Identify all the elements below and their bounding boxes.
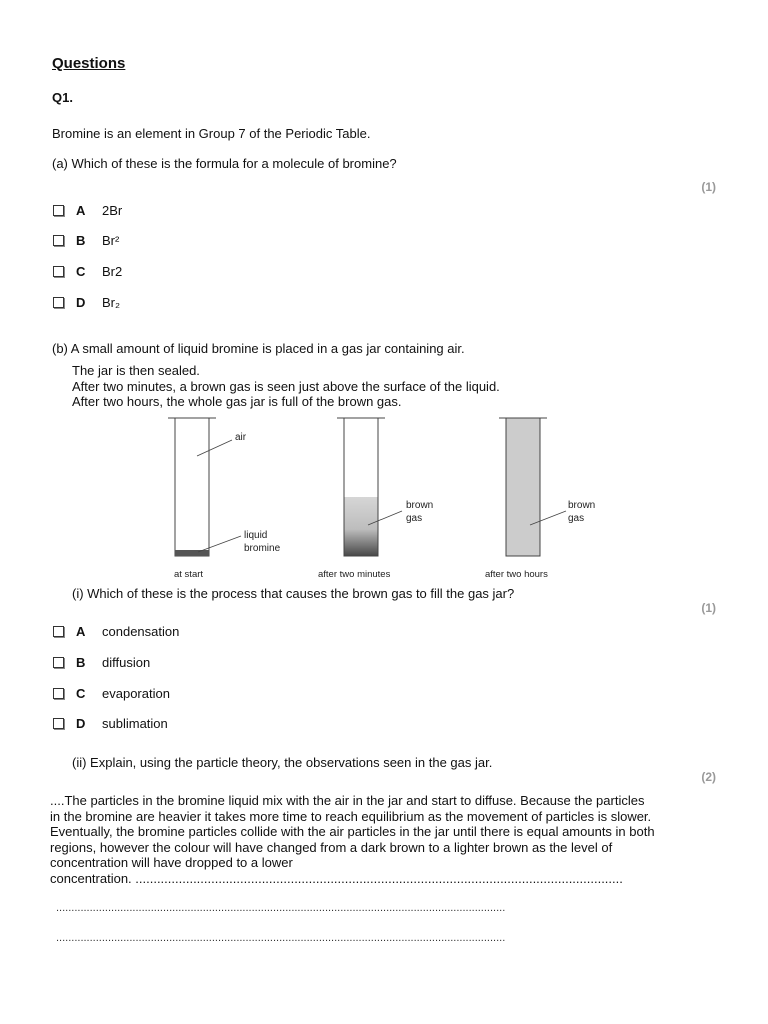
intro-text: Bromine is an element in Group 7 of the Periodic Table. — [52, 126, 371, 141]
part-a-option-c — [53, 263, 122, 279]
jar1-label-liquid: liquid — [244, 530, 268, 541]
brown-gas-full — [506, 418, 540, 556]
answer-line: Eventually, the bromine particles collide with the air particles in the jar until there is equal amounts in both — [50, 824, 655, 839]
part-i-option-a — [53, 623, 179, 639]
part-ii-prompt: (ii) Explain, using the particle theory, the observations seen in the gas jar. — [72, 755, 493, 770]
part-i-marks: (1) — [701, 601, 716, 615]
jar1-label-bromine: bromine — [244, 543, 281, 554]
option-text: Br₂ — [102, 294, 121, 310]
option-c-checkbox[interactable] — [53, 266, 64, 277]
option-text: Br² — [102, 232, 120, 248]
option-letter: C — [76, 263, 86, 279]
answer-blank-line[interactable]: ................................................................................................................................................... — [56, 932, 506, 944]
part-b-line: After two minutes, a brown gas is seen just above the surface of the liquid. — [72, 378, 500, 394]
part-i-option-d — [53, 715, 168, 731]
option-letter: B — [76, 654, 86, 670]
option-letter: A — [76, 202, 86, 218]
option-letter: B — [76, 232, 86, 248]
jar3-label-brown: brown — [568, 500, 596, 511]
option-text: Br2 — [102, 263, 123, 279]
jar-after-two-minutes — [318, 418, 433, 580]
option-a-checkbox[interactable] — [53, 626, 64, 637]
page-heading: Questions — [52, 55, 126, 72]
answer-line: in the bromine are heavier it takes more time to reach equilibrium as the movement of particles is slower. — [50, 808, 652, 824]
option-letter: C — [76, 685, 86, 701]
option-d-checkbox[interactable] — [53, 718, 64, 729]
part-a-option-b — [53, 232, 119, 248]
jar-after-two-hours — [485, 418, 595, 580]
brown-gas-partial — [345, 497, 378, 556]
answer-line: concentration. ....................................................................................................................................... — [50, 870, 623, 886]
jar1-label-air: air — [235, 432, 247, 443]
jar3-label-gas: gas — [568, 513, 585, 524]
jar-at-start — [168, 418, 281, 580]
part-b-description — [72, 363, 500, 410]
part-i-option-c — [53, 685, 170, 701]
part-b-line: After two hours, the whole gas jar is full of the brown gas. — [72, 394, 402, 409]
part-a-option-a — [53, 202, 122, 218]
option-d-checkbox[interactable] — [53, 297, 64, 308]
answer-blank-line[interactable]: ................................................................................................................................................... — [56, 902, 506, 914]
jar2-caption: after two minutes — [318, 569, 391, 580]
part-b-prompt: (b) A small amount of liquid bromine is placed in a gas jar containing air. — [52, 341, 465, 356]
option-b-checkbox[interactable] — [53, 235, 64, 246]
answer-line: regions, however the colour will have changed from a dark brown to a lighter brown as the level of — [50, 839, 613, 855]
option-text: diffusion — [102, 654, 151, 670]
part-ii-marks: (2) — [701, 770, 716, 784]
answer-line: concentration will have dropped to a lower — [50, 855, 293, 870]
question-number: Q1. — [52, 90, 73, 105]
option-text: sublimation — [102, 715, 168, 731]
part-a-prompt: (a) Which of these is the formula for a molecule of bromine? — [52, 156, 397, 171]
part-a-option-d — [53, 294, 120, 310]
part-a-marks: (1) — [701, 180, 716, 194]
answer-line: ....The particles in the bromine liquid mix with the air in the jar and start to diffuse. Because the particles — [50, 793, 645, 808]
option-letter: D — [76, 715, 86, 731]
option-text: 2Br — [102, 202, 123, 218]
option-text: evaporation — [102, 685, 170, 701]
option-text: condensation — [102, 623, 180, 639]
jar2-label-brown: brown — [406, 500, 434, 511]
option-letter: D — [76, 294, 86, 310]
option-a-checkbox[interactable] — [53, 205, 64, 216]
part-b-line: The jar is then sealed. — [72, 363, 200, 378]
option-b-checkbox[interactable] — [53, 657, 64, 668]
option-c-checkbox[interactable] — [53, 688, 64, 699]
part-i-option-b — [53, 654, 150, 670]
liquid-bromine-layer — [175, 550, 209, 556]
option-letter: A — [76, 623, 86, 639]
jar2-label-gas: gas — [406, 513, 423, 524]
part-i-prompt: (i) Which of these is the process that causes the brown gas to fill the gas jar? — [72, 586, 515, 601]
jar1-caption: at start — [174, 569, 204, 580]
gas-jar-diagram — [0, 410, 768, 585]
jar3-caption: after two hours — [485, 569, 548, 580]
